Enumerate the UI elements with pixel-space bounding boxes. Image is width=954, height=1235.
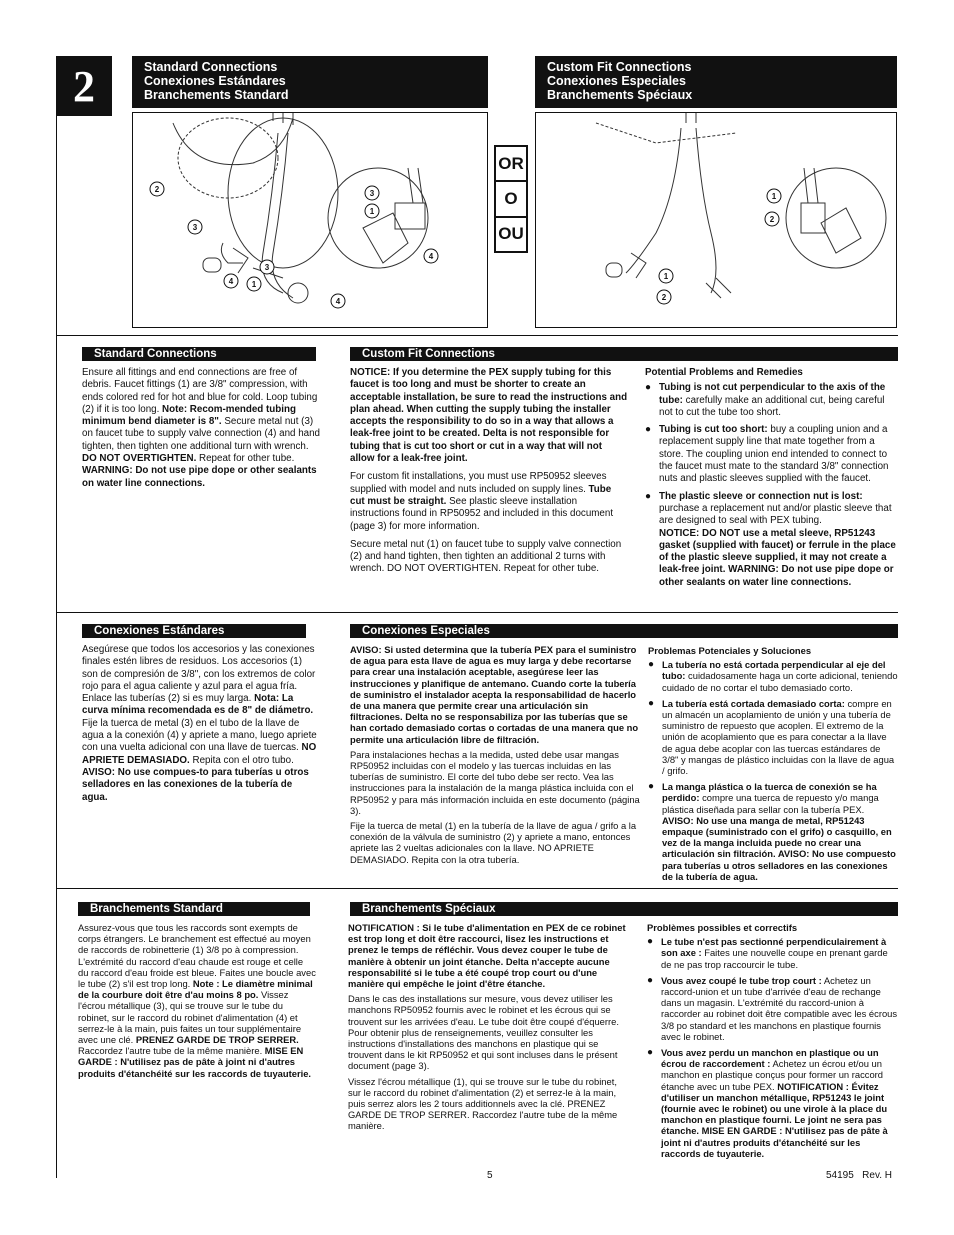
problem-3-en	[645, 491, 897, 589]
problem-2-fr-text: Achetez un raccord-union et un tube d'arrivée d'eau de rechange dans un magasin. L'extrémité du raccord-union à raccorder au robinet doit être compatible avec les écrous 3/8 po standard et les manchons en plastique fournis avec le robinet.	[661, 974, 898, 1042]
problem-3-es-notice: AVISO: No use una manga de metal, RP51243 empaque (suministrado con el grifo) o casquillo, en vez de la manga incluida puede no crear una articulación sin filtración. AVISO: No use compuesto para tuberías u otros selladores en las conexiones de la tubería de agua.	[662, 814, 896, 882]
callout-3	[188, 220, 202, 234]
svg-text:4: 4	[228, 277, 234, 286]
problem-2-en-bold: Tubing is cut too short:	[659, 424, 768, 436]
problem-1-fr-text: Faites une nouvelle coupe en prenant garde de ne pas trop raccourcir le tube.	[661, 947, 888, 970]
callout-4	[424, 249, 438, 263]
problem-3-es-text: compre una tuerca de repuesto y/o manga plástica diseñada para sellar con la tubería PEX.	[662, 792, 879, 815]
revision: Rev. H	[862, 1170, 892, 1181]
problem-1-en-bold: Tubing is not cut perpendicular to the axis of the tube:	[659, 382, 886, 406]
svg-text:2: 2	[769, 215, 775, 224]
divider-1	[56, 612, 898, 613]
header-custom-en: Custom Fit Connections	[547, 60, 692, 74]
header-standard-fr: Branchements Standard	[144, 88, 289, 102]
custom-text-fr	[348, 922, 632, 1136]
svg-text:1: 1	[771, 192, 777, 201]
svg-text:4: 4	[335, 297, 341, 306]
problem-1-fr-bold: Le tube n'est pas sectionné perpendiculairement à son axe :	[661, 936, 887, 959]
problem-3-en-text: purchase a replacement nut and/or plastic sleeve that are designed to seal with PEX tubing.	[659, 502, 892, 527]
es-std-d: NO APRIETE DEMASIADO.	[82, 742, 317, 766]
fr-custom-p3: Vissez l'écrou métallique (1), qui se trouve sur le tube du robinet, sur le raccord du robinet d'alimentation (2) et serrez-le à la main, puis serrez alors les 2 tours additionnels avec la clé. PRENEZ GARDE DE TROP SERRER. Raccordez l'autre tube de la même manière.	[348, 1075, 618, 1132]
custom-title-es: Conexiones Especiales	[350, 624, 898, 638]
callout-1	[365, 204, 379, 218]
svg-text:3: 3	[264, 263, 270, 272]
en-std-c: Secure metal nut (3) on faucet tube to supply valve connection (4) and hand tighten, then tighten one additional turn with wrench.	[82, 416, 321, 452]
callout-1	[767, 189, 781, 203]
standard-title-es: Conexiones Estándares	[82, 624, 306, 638]
problems-en	[645, 367, 897, 594]
svg-text:1: 1	[663, 272, 669, 281]
problems-fr	[647, 922, 899, 1164]
problem-1-es-text: cuidadosamente haga un corte adicional, teniendo cuidado de no cortar el tubo demasiado corto.	[662, 670, 898, 693]
problems-title-es: Problemas Potenciales y Soluciones	[648, 645, 812, 656]
en-std-f: WARNING: Do not use pipe dope or other sealants on water line connections.	[82, 465, 317, 489]
fr-std-a: Assurez-vous que tous les raccords sont exempts de corps étrangers. Le branchement est effectué au moyen de raccords de robinetterie (1) 3/8 po à compression. L'extrémité du raccord d'eau chaude est rouge et celle du raccord d'eau froide est bleue. Faites une boucle avec le tube (2) s'il est trop long.	[78, 922, 316, 990]
callout-4	[331, 294, 345, 308]
custom-connection-illustration	[536, 113, 896, 327]
problem-2-fr	[647, 975, 899, 1042]
left-frame-line	[56, 56, 57, 1178]
en-custom-p2-c: See plastic sleeve installation instructions found in RP50952 and included in this document (page 3) for more information.	[350, 495, 614, 532]
header-standard-en: Standard Connections	[144, 60, 278, 74]
svg-text:4: 4	[428, 252, 434, 261]
es-std-a: Asegúrese que todos los accesorios y las conexiones finales estén libres de residuos. Los accesorios (1) son de compresión de 3/8", con los extremos de color rojo para el agua caliente y azul para el agua fría. Enlace las tuberías (2) si es muy larga.	[82, 644, 316, 705]
callout-4	[224, 274, 238, 288]
problem-1-fr	[647, 936, 899, 970]
problems-es	[648, 645, 898, 887]
doc-id: 54195	[826, 1170, 854, 1181]
custom-title-fr: Branchements Spéciaux	[350, 902, 898, 916]
problem-2-es	[648, 698, 898, 776]
svg-text:1: 1	[251, 280, 257, 289]
problems-title-fr: Problèmes possibles et correctifs	[647, 922, 798, 933]
es-std-c: Fije la tuerca de metal (3) en el tubo de la llave de agua a la conexión (4) y apriete a mano, luego apriete con una vuelta adicional con una llave de tuercas.	[82, 717, 317, 754]
es-custom-p3: Fije la tuerca de metal (1) en la tubería de la llave de agua / grifo a la conexión de la válvula de suministro (2) y apriete a mano, entonces apriete las 2 vueltas adicionales con la llave. NO APRIETE DEMASIADO. Repita con la otra tubería.	[350, 820, 637, 865]
problem-2-en	[645, 424, 897, 485]
figure-standard-connection	[132, 112, 488, 328]
problem-2-es-bold: La tubería está cortada demasiado corta:	[662, 697, 845, 709]
en-std-a: Ensure all fittings and end connections are free of debris. Faucet fittings (1) are 3/8" compression, with ends colored red for hot and blue for cold. Loop tubing (2) if it is too long.	[82, 367, 318, 415]
header-custom-fr: Branchements Spéciaux	[547, 88, 693, 102]
callout-3	[365, 186, 379, 200]
divider-2	[56, 888, 898, 889]
fr-std-f: MISE EN GARDE : N'utilisez pas de pâte à joint ni d'autres produits d'étanchéité sur les raccords de tuyauterie.	[78, 1045, 312, 1079]
problem-1-es	[648, 659, 898, 693]
problem-3-fr-notice: NOTIFICATION : Évitez d'utiliser un manchon métallique, RP51243 le joint (fournie avec le robinet) ou une virole à la place du manchon en plastique fourni. Le joint ne sera pas étanche. MISE EN GARDE : N'utilisez pas de pâte à joint ni d'autres produits d'étanchéité sur les raccords de tuyauterie.	[661, 1080, 888, 1159]
svg-text:2: 2	[154, 185, 160, 194]
es-std-b: Nota: La curva mínima recomendada es de 8" de diámetro.	[82, 693, 314, 717]
callout-2	[765, 212, 779, 226]
es-std-e: Repita con el otro tubo.	[189, 754, 294, 766]
standard-connection-illustration	[133, 113, 487, 327]
problem-3-fr-text: Achetez un écrou et/ou un manchon en plastique conçus pour former un raccord étanche avec un tube PEX.	[661, 1058, 883, 1092]
fr-std-d: PRENEZ GARDE DE TROP SERRER.	[135, 1034, 299, 1046]
svg-text:3: 3	[369, 189, 375, 198]
problem-3-fr	[647, 1047, 899, 1159]
standard-text-fr	[78, 922, 316, 1083]
en-std-d: DO NOT OVERTIGHTEN.	[82, 453, 197, 465]
callout-1	[659, 269, 673, 283]
problem-3-fr-bold: Vous avez perdu un manchon en plastique ou un écrou de raccordement :	[661, 1047, 879, 1070]
callout-3	[260, 260, 274, 274]
or-box	[494, 145, 528, 253]
standard-text-es	[82, 644, 320, 810]
divider-top	[56, 335, 898, 336]
custom-text-es	[350, 644, 642, 869]
problem-3-en-bold: The plastic sleeve or connection nut is lost:	[659, 490, 863, 502]
standard-title-fr: Branchements Standard	[78, 902, 310, 916]
svg-text:1: 1	[369, 207, 375, 216]
es-custom-p2: Para instalaciones hechas a la medida, usted debe usar mangas RP50952 incluidas con el modelo y las tuercas incluidas en las tuberías de suministro. El corte del tubo debe ser recto. Vea las instrucciones para la instalación de la manga plástica incluida con el RP50952 y para más información incluida en este documento (página 3).	[350, 748, 640, 816]
en-custom-p2-b: Tube cut must be straight.	[350, 483, 612, 507]
problem-2-fr-bold: Vous avez coupé le tube trop court :	[661, 974, 822, 986]
header-standard-es: Conexiones Estándares	[144, 74, 286, 88]
custom-title-en: Custom Fit Connections	[350, 347, 898, 361]
svg-text:3: 3	[192, 223, 198, 232]
en-std-b: Note: Recom-mended tubing minimum bend diameter is 8".	[82, 403, 296, 428]
problem-3-en-notice: NOTICE: DO NOT use a metal sleeve, RP51243 gasket (supplied with faucet) or ferrule in the place of the plastic sleeve supplied, it may not create a leak-free joint. WARNING: Do not use pipe dope or other sealants on water line connections.	[659, 527, 896, 588]
fr-std-c: Vissez l'écrou métallique (3), qui se trouve sur le tube du robinet, sur le raccord du robinet d'alimentation (4) et serrez-le à la main, puis faites un tour supplémentaire avec une clé.	[78, 989, 302, 1046]
doc-number	[826, 1170, 892, 1181]
standard-callouts	[150, 182, 438, 308]
en-std-e: Repeat for other tube.	[196, 453, 295, 465]
en-custom-notice: NOTICE: If you determine the PEX supply tubing for this faucet is too long and must be shorter to create an acceptable installation, be sure to read the instructions and plan ahead. When cutting the supply tubing the installer accepts the responsibility to do so in a way that allows a leak-free joint to be created. Delta is not responsible for tubing that is cut too short or cut in a way that will not allow for a leak-free joint.	[350, 367, 628, 465]
page-number: 5	[487, 1170, 493, 1181]
standard-text-en	[82, 367, 320, 496]
problem-3-es	[648, 781, 898, 882]
es-custom-notice: AVISO: Si usted determina que la tubería PEX para el suministro de agua para esta llave de agua es muy larga y debe recortarse para crear una instalación aceptable, asegúrese leer las instrucciones y planifique de antemano. Cuando corte la tubería de suministro el instalador acepta la responsabilidad de hacerlo de una manera que permite crear una articulación sin filtraciones. Delta no se responsabiliza por las tuberías que se han cortado demasiado cortas o cortadas de una manera que no permite una articulación libre de filtración.	[350, 644, 639, 745]
fr-std-b: Note : Le diamètre minimal de la courbure doit être d'au moins 8 po.	[78, 978, 313, 1001]
svg-text:2: 2	[661, 293, 667, 302]
header-custom-es: Conexiones Especiales	[547, 74, 686, 88]
fr-std-e: Raccordez l'autre tube de la même manière.	[78, 1045, 265, 1057]
problem-1-es-bold: La tubería no está cortada perpendicular al eje del tubo:	[662, 659, 886, 682]
standard-title-en: Standard Connections	[82, 347, 316, 361]
problems-title-en: Potential Problems and Remedies	[645, 367, 803, 378]
en-custom-p2-a: For custom fit installations, you must use RP50952 sleeves supplied with model and nuts included on supply lines.	[350, 471, 607, 495]
fr-custom-p2: Dans le cas des installations sur mesure, vous devez utiliser les manchons RP50952 fournis avec le robinet et les écrous qui se trouvent sur les arrivées d'eau. Le tube doit être coupé d'équerre. Pour obtenir plus de renseignements, veuillez consulter les instructions d'installations des manchons en plastique qui se trouvent dans le kit RP50952 et qui sont incluses dans le présent document (page 3).	[348, 993, 619, 1072]
header-standard	[132, 56, 488, 108]
es-std-f: AVISO: No use compues-to para tuberías u otros selladores en las conexiones de la tubería de agua.	[82, 766, 309, 803]
problem-2-en-text: buy a coupling union and a replacement supply line that mate together from a store. The coupling union end intended to connect to the faucet must mate to the standard 3/8" connection nuts and plastic sleeves supplied with the faucet.	[659, 424, 889, 485]
callout-1	[247, 277, 261, 291]
figure-custom-connection	[535, 112, 897, 328]
en-custom-p3: Secure metal nut (1) on faucet tube to supply valve connection (2) and hand tighten, then tighten an additional 2 turns with wrench. DO NOT OVERTIGHTEN. Repeat for other tube.	[350, 538, 622, 575]
custom-text-en	[350, 367, 628, 582]
problem-2-es-text: compre en un almacén un acoplamiento de unión y una tubería de suministro de repuesto que acoplen. El extremo de la unión de acoplamiento que es para conectar a la llave de agua debe acoplar con las tuercas estándares de 3/8" y mangas de plástico incluidas con la llave de agua / grifo.	[662, 697, 895, 777]
fr-custom-notice: NOTIFICATION : Si le tube d'alimentation en PEX de ce robinet est trop long et doit être raccourci, lisez les instructions et prenez le temps de réfléchir. Vous devez couper le tube de manière à obtenir un joint étanche. Delta n'accepte aucune responsabilité si le tube a été coupé trop court ou d'une manière qui empêche le joint d'être étanche.	[348, 922, 626, 990]
callout-2	[150, 182, 164, 196]
or-label-fr: OU	[498, 224, 524, 244]
problem-1-en-text: carefully make an additional cut, being careful not to cut the tube too short.	[659, 394, 885, 418]
problem-1-en	[645, 382, 897, 419]
custom-callouts	[657, 189, 781, 304]
or-label-es: O	[496, 182, 526, 217]
header-custom	[535, 56, 897, 108]
problem-3-es-bold: La manga plástica o la tuerca de conexión se ha perdido:	[662, 781, 877, 804]
step-number: 2	[56, 56, 112, 116]
callout-2	[657, 290, 671, 304]
or-label-en: OR	[496, 147, 526, 182]
